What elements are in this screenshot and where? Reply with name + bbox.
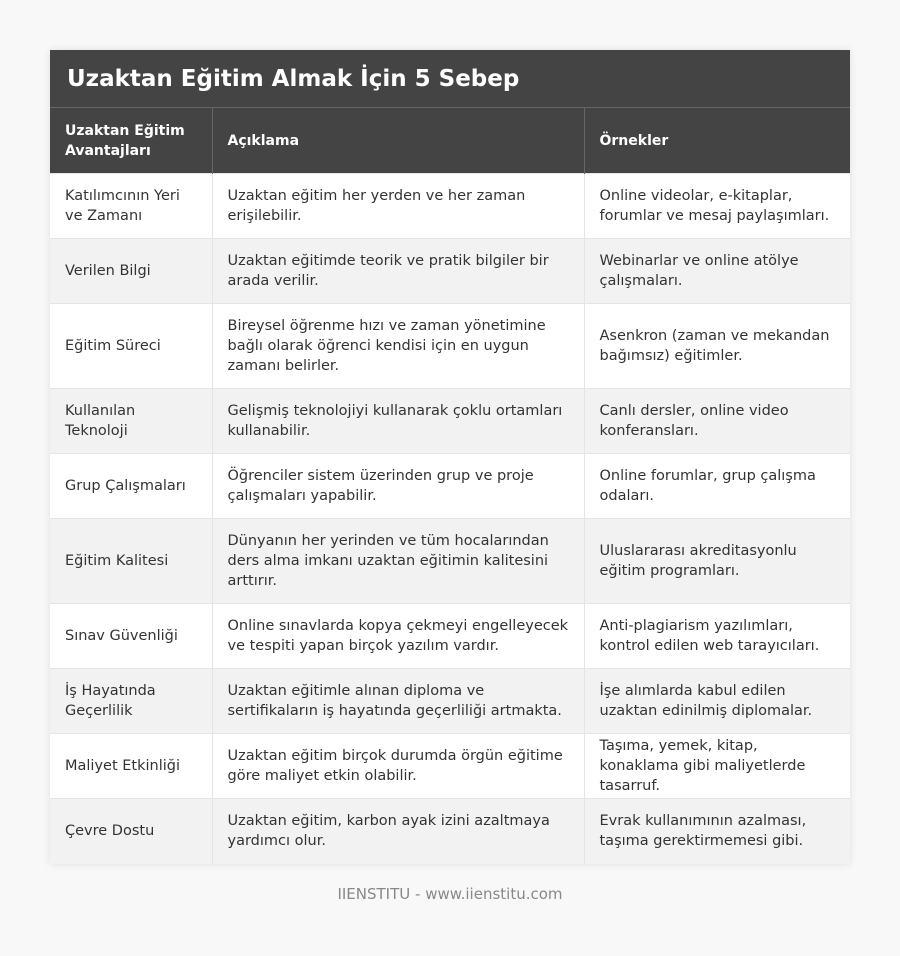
table-row: [50, 454, 850, 519]
description-cell: Uzaktan eğitim birçok durumda örgün eğitime göre maliyet etkin olabilir.: [212, 734, 584, 799]
description-cell: Öğrenciler sistem üzerinden grup ve proje çalışmaları yapabilir.: [212, 454, 584, 519]
description-cell: Uzaktan eğitim her yerden ve her zaman erişilebilir.: [212, 174, 584, 239]
example-cell: Anti-plagiarism yazılımları, kontrol edilen web tarayıcıları.: [584, 604, 850, 669]
column-header-examples: Örnekler: [584, 108, 850, 174]
table-row: [50, 174, 850, 239]
footer-credit: IIENSTITU - www.iienstitu.com: [337, 885, 563, 903]
advantage-cell: Kullanılan Teknoloji: [50, 389, 212, 454]
table-row: [50, 734, 850, 799]
description-cell: Gelişmiş teknolojiyi kullanarak çoklu ortamları kullanabilir.: [212, 389, 584, 454]
advantage-cell: Sınav Güvenliği: [50, 604, 212, 669]
column-header-advantages: Uzaktan Eğitim Avantajları: [50, 108, 212, 174]
column-header-description: Açıklama: [212, 108, 584, 174]
description-cell: Dünyanın her yerinden ve tüm hocalarından ders alma imkanı uzaktan eğitimin kalitesini arttırır.: [212, 519, 584, 604]
example-cell: Asenkron (zaman ve mekandan bağımsız) eğitimler.: [584, 304, 850, 389]
advantage-cell: Çevre Dostu: [50, 799, 212, 864]
table-row: [50, 519, 850, 604]
header-row: [50, 108, 850, 174]
table-row: [50, 389, 850, 454]
example-cell: Canlı dersler, online video konferansları.: [584, 389, 850, 454]
description-cell: Uzaktan eğitim, karbon ayak izini azaltmaya yardımcı olur.: [212, 799, 584, 864]
table-row: [50, 669, 850, 734]
example-cell: Taşıma, yemek, kitap, konaklama gibi maliyetlerde tasarruf.: [584, 734, 850, 799]
advantages-table: [50, 108, 850, 864]
table-row: [50, 239, 850, 304]
example-cell: Evrak kullanımının azalması, taşıma gerektirmemesi gibi.: [584, 799, 850, 864]
example-cell: Webinarlar ve online atölye çalışmaları.: [584, 239, 850, 304]
advantage-cell: Katılımcının Yeri ve Zamanı: [50, 174, 212, 239]
advantage-cell: Maliyet Etkinliği: [50, 734, 212, 799]
description-cell: Uzaktan eğitimle alınan diploma ve sertifikaların iş hayatında geçerliliği artmakta.: [212, 669, 584, 734]
example-cell: İşe alımlarda kabul edilen uzaktan edinilmiş diplomalar.: [584, 669, 850, 734]
example-cell: Online forumlar, grup çalışma odaları.: [584, 454, 850, 519]
table-row: [50, 799, 850, 864]
example-cell: Online videolar, e-kitaplar, forumlar ve mesaj paylaşımları.: [584, 174, 850, 239]
table-row: [50, 304, 850, 389]
advantage-cell: Verilen Bilgi: [50, 239, 212, 304]
table-title: Uzaktan Eğitim Almak İçin 5 Sebep: [50, 50, 850, 108]
advantage-cell: İş Hayatında Geçerlilik: [50, 669, 212, 734]
table-card: [50, 50, 850, 864]
table-row: [50, 604, 850, 669]
advantage-cell: Grup Çalışmaları: [50, 454, 212, 519]
description-cell: Online sınavlarda kopya çekmeyi engelleyecek ve tespiti yapan birçok yazılım vardır.: [212, 604, 584, 669]
advantage-cell: Eğitim Süreci: [50, 304, 212, 389]
example-cell: Uluslararası akreditasyonlu eğitim programları.: [584, 519, 850, 604]
advantage-cell: Eğitim Kalitesi: [50, 519, 212, 604]
description-cell: Bireysel öğrenme hızı ve zaman yönetimine bağlı olarak öğrenci kendisi için en uygun zamanı belirler.: [212, 304, 584, 389]
description-cell: Uzaktan eğitimde teorik ve pratik bilgiler bir arada verilir.: [212, 239, 584, 304]
